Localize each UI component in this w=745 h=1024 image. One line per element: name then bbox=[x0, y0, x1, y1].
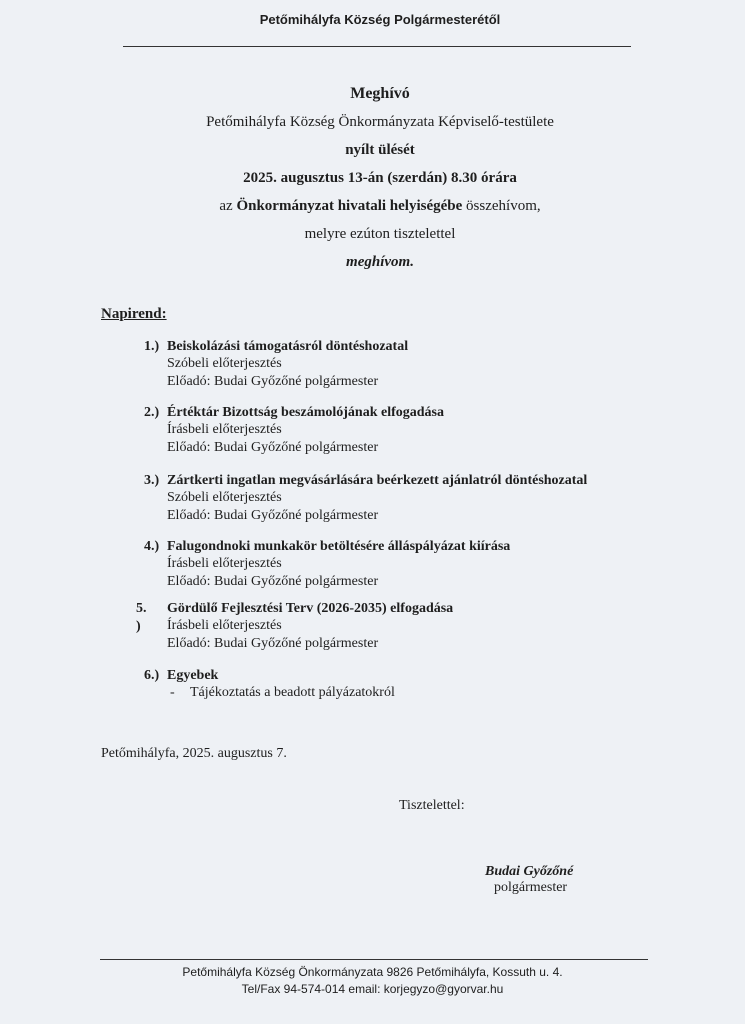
signature-name: Budai Győzőné bbox=[485, 864, 574, 879]
agenda-item-number: 2.) bbox=[144, 405, 160, 420]
letterhead-title: Petőmihályfa Község Polgármesterétől bbox=[259, 12, 501, 27]
agenda-item-title: Zártkerti ingatlan megvásárlására beérkezett ajánlatról döntéshozatal bbox=[167, 473, 588, 488]
agenda-item-presenter: Előadó: Budai Győzőné polgármester bbox=[167, 574, 379, 589]
invitation-line-2: nyílt ülését bbox=[345, 142, 415, 158]
meeting-location: Önkormányzat hivatali helyiségébe bbox=[236, 198, 463, 214]
agenda-item-submission: Szóbeli előterjesztés bbox=[167, 490, 282, 505]
agenda-item-title: Falugondnoki munkakör betöltésére álláspályázat kiírása bbox=[167, 539, 511, 554]
footer-address: Petőmihályfa Község Önkormányzata 9826 Petőmihályfa, Kossuth u. 4. bbox=[182, 965, 563, 979]
agenda-item-title: Egyebek bbox=[167, 668, 219, 683]
header-divider bbox=[123, 46, 631, 47]
agenda-heading: Napirend: bbox=[101, 306, 167, 322]
agenda-item-number: 6.) bbox=[144, 668, 160, 683]
line-4-prefix: az bbox=[219, 198, 237, 214]
agenda-item-presenter: Előadó: Budai Győzőné polgármester bbox=[167, 374, 379, 389]
line-4-suffix: összehívom, bbox=[462, 198, 541, 214]
place-and-date: Petőmihályfa, 2025. augusztus 7. bbox=[101, 746, 287, 761]
agenda-item-presenter: Előadó: Budai Győzőné polgármester bbox=[167, 508, 379, 523]
signature-role: polgármester bbox=[494, 880, 568, 895]
agenda-item-submission: Írásbeli előterjesztés bbox=[167, 618, 282, 633]
invitation-line-1: Petőmihályfa Község Önkormányzata Képviselő-testülete bbox=[206, 114, 554, 130]
agenda-item-title: Beiskolázási támogatásról döntéshozatal bbox=[167, 339, 409, 354]
agenda-item-subpoint: Tájékoztatás a beadott pályázatokról bbox=[190, 685, 395, 700]
agenda-item-presenter: Előadó: Budai Győzőné polgármester bbox=[167, 440, 379, 455]
agenda-item-title: Értéktár Bizottság beszámolójának elfogadása bbox=[167, 405, 444, 420]
footer-contact: Tel/Fax 94-574-014 email: korjegyzo@gyorvar.hu bbox=[241, 982, 504, 996]
invitation-heading: Meghívó bbox=[350, 85, 410, 102]
invitation-line-4 bbox=[0, 198, 745, 215]
agenda-item-submission: Szóbeli előterjesztés bbox=[167, 356, 282, 371]
meeting-datetime: 2025. augusztus 13-án (szerdán) 8.30 órára bbox=[243, 170, 517, 186]
bullet-dash: - bbox=[170, 685, 175, 700]
agenda-item-submission: Írásbeli előterjesztés bbox=[167, 422, 282, 437]
agenda-item-number: 1.) bbox=[144, 339, 160, 354]
agenda-item-number: 4.) bbox=[144, 539, 160, 554]
invitation-line-5: melyre ezúton tisztelettel bbox=[304, 226, 456, 242]
agenda-item-title: Gördülő Fejlesztési Terv (2026-2035) elfogadása bbox=[167, 601, 454, 616]
invitation-line-6: meghívom. bbox=[346, 254, 414, 270]
agenda-item-submission: Írásbeli előterjesztés bbox=[167, 556, 282, 571]
footer-divider bbox=[100, 959, 648, 960]
agenda-item-number: 5. ) bbox=[136, 601, 147, 634]
agenda-item-number: 3.) bbox=[144, 473, 160, 488]
closing-phrase: Tisztelettel: bbox=[399, 798, 465, 813]
agenda-item-presenter: Előadó: Budai Győzőné polgármester bbox=[167, 636, 379, 651]
